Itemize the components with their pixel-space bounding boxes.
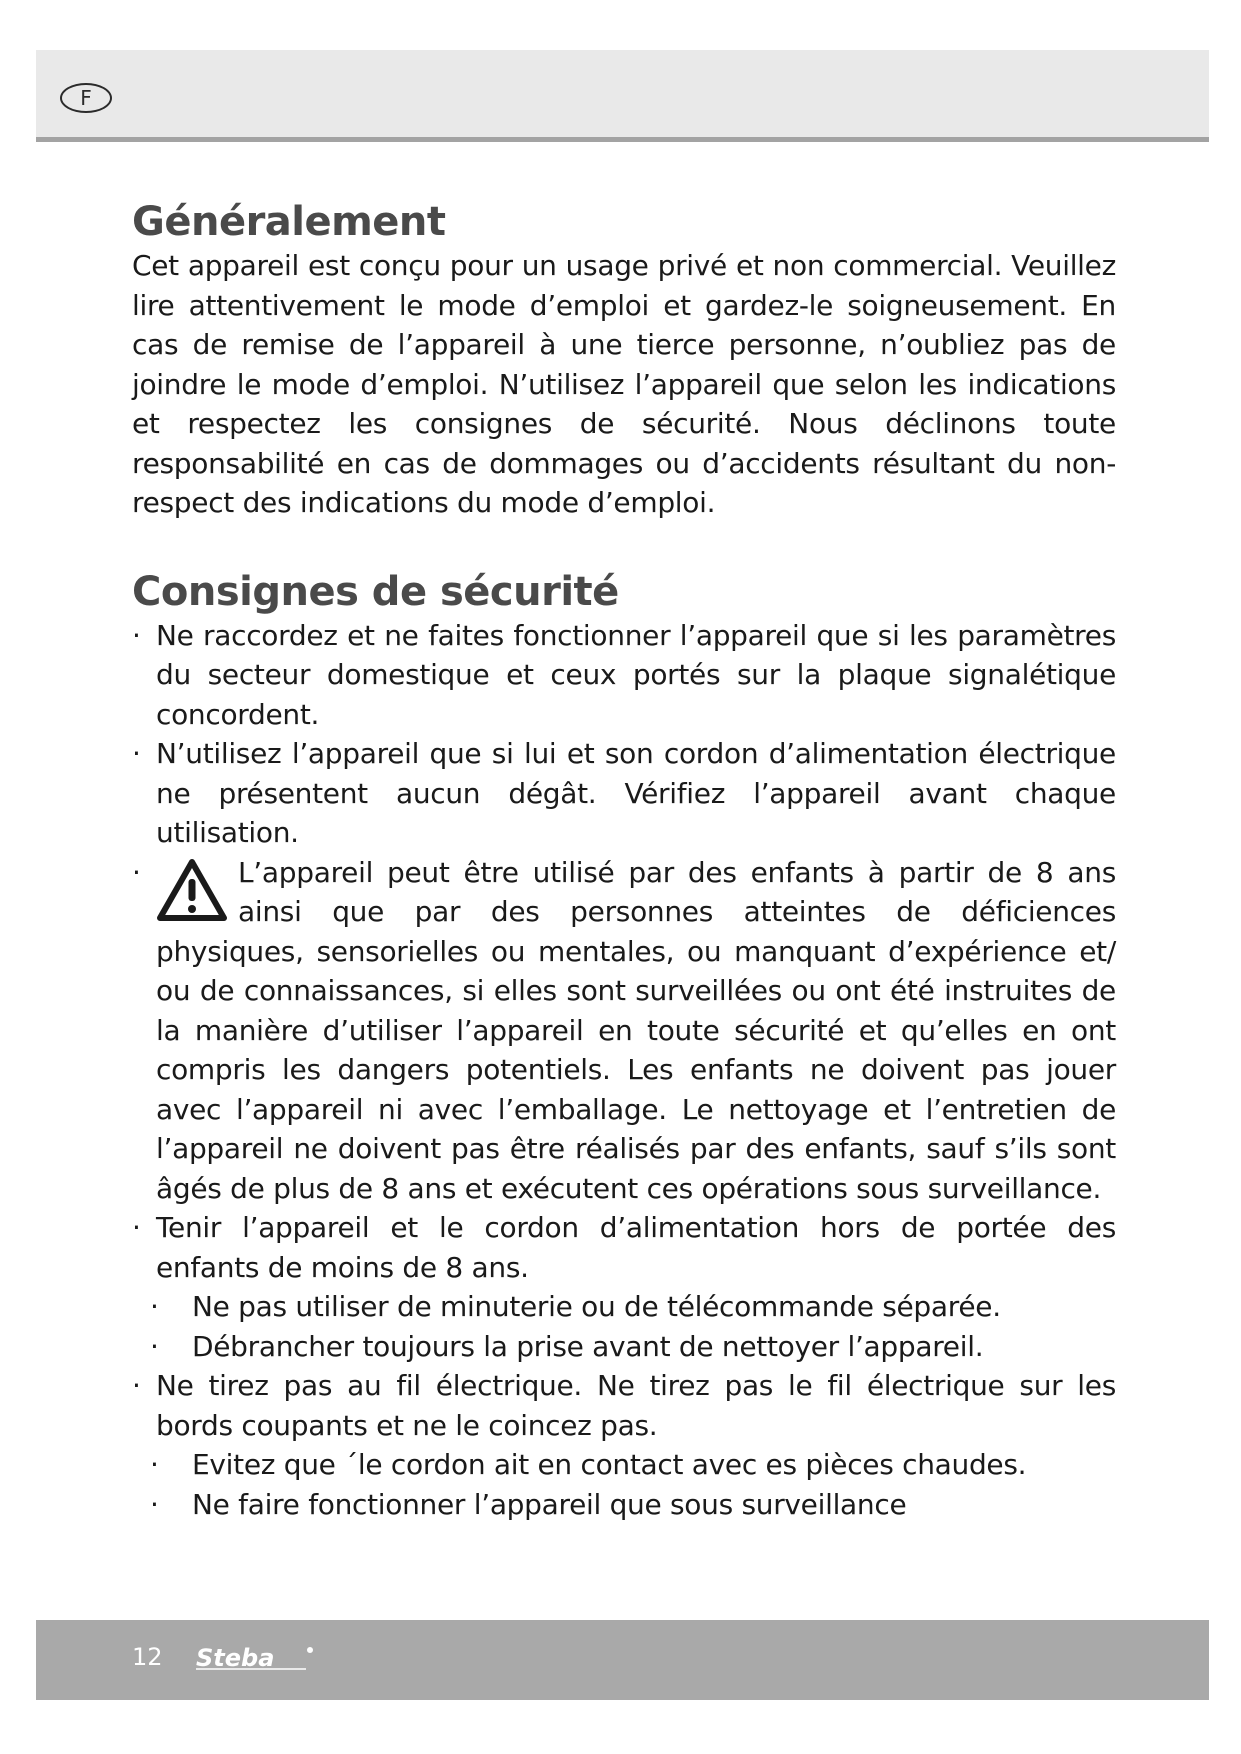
list-item-warning: · L’appareil peut être utilisé par des enfants à partir de 8 ans ainsi que par des personnes atteintes de déficiences physiques, sensorielles ou mentales, ou manquant d’expérience et/ ou de connaissances, si elles sont surveillées ou ont été instruites de la manière d’utiliser l’appareil en toute sécurité et qu’elles en ont compris les dangers potentiels. Les enfants ne doivent pas jouer avec l’appareil ni avec l’emballage. Le nettoyage et l’entretien de l’appareil ne doivent pas être réalisés par des enfants, sauf s’ils sont âgés de plus de 8 ans et exécutent ces opérations sous surveillance. <box>132 853 1116 1209</box>
list-item: · N’utilisez l’appareil que si lui et son cordon d’alimentation électrique ne présentent aucun dégât. Vérifiez l’appareil avant chaque utilisation. <box>132 734 1116 853</box>
page-footer <box>36 1620 1209 1700</box>
list-item: · Débrancher toujours la prise avant de nettoyer l’appareil. <box>132 1327 1116 1367</box>
list-item: · Tenir l’appareil et le cordon d’alimentation hors de portée des enfants de moins de 8 ans. <box>132 1208 1116 1287</box>
general-paragraph: Cet appareil est conçu pour un usage privé et non commercial. Veuillez lire attentivement le mode d’emploi et gardez-le soigneusement. En cas de remise de l’appareil à une tierce personne, n’oubliez pas de joindre le mode d’emploi. N’utilisez l’appareil que selon les indications et respectez les consignes de sécurité. Nous déclinons toute responsabilité en cas de dommages ou d’accidents résultant du non-respect des indications du mode d’emploi. <box>132 249 1116 519</box>
page-content <box>132 198 1116 1524</box>
svg-text:Steba: Steba <box>196 1644 275 1672</box>
list-item: · Evitez que ´le cordon ait en contact avec es pièces chaudes. <box>132 1445 1116 1485</box>
page-header <box>36 50 1209 142</box>
language-badge-icon <box>60 83 112 113</box>
section-title-general: Généralement <box>132 199 446 245</box>
safety-list <box>132 616 1116 1525</box>
page-number: 12 <box>132 1643 163 1671</box>
warning-triangle-icon <box>156 857 228 923</box>
language-code: F <box>80 86 92 110</box>
brand-logo <box>194 1642 326 1674</box>
section-title-safety: Consignes de sécurité <box>132 568 619 615</box>
list-item: · Ne raccordez et ne faites fonctionner l’appareil que si les paramètres du secteur domestique et ceux portés sur la plaque signalétique concordent. <box>132 616 1116 735</box>
list-item: · Ne tirez pas au fil électrique. Ne tirez pas le fil électrique sur les bords coupants et ne le coincez pas. <box>132 1366 1116 1445</box>
list-item: · Ne pas utiliser de minuterie ou de télécommande séparée. <box>132 1287 1116 1327</box>
list-item: · Ne faire fonctionner l’appareil que sous surveillance <box>132 1485 1116 1525</box>
